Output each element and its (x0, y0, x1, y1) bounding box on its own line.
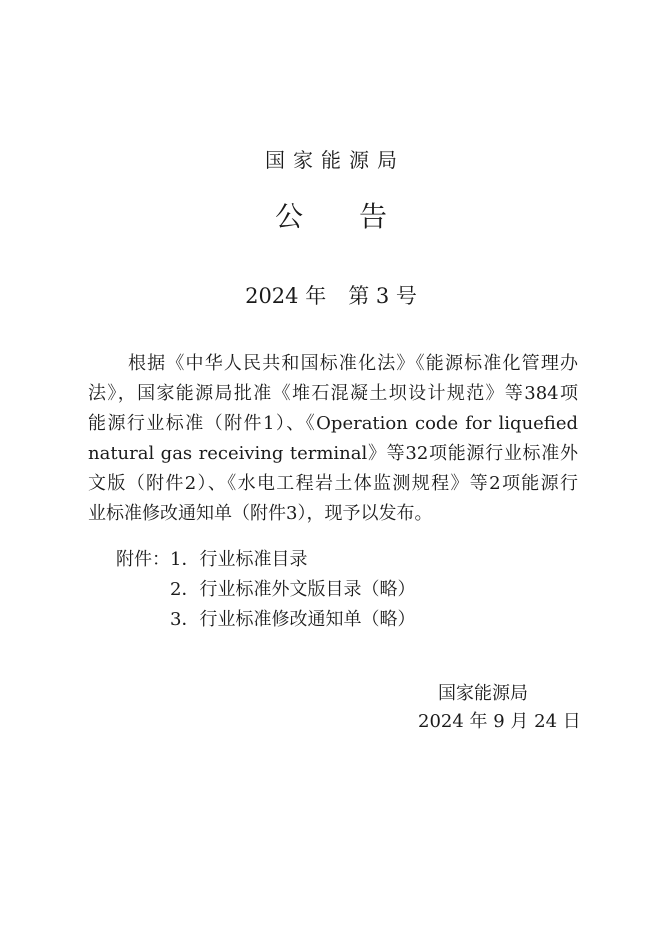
attachment-2: 2．行业标准外文版目录（略） (170, 579, 416, 600)
attachments-label: 附件： (116, 549, 170, 570)
attachments-list (116, 545, 415, 635)
body-line-3: 能源行业标准（附件1）、《Operation code for liquefied (88, 413, 578, 434)
issuing-agency-heading: 国家能源局 (265, 148, 405, 172)
attachment-item (116, 545, 415, 575)
body-line-4: natural gas receiving terminal》等32项能源行业标准外 (88, 443, 578, 464)
body-line-1: 根据《中华人民共和国标准化法》《能源标准化管理办 (128, 353, 578, 374)
announcement-title (0, 198, 662, 236)
signature-issuer: 国家能源局 (438, 683, 528, 704)
doc-year: 2024 年 (245, 284, 327, 308)
title-char-2: 告 (359, 200, 388, 233)
body-line-6: 业标准修改通知单（附件3），现予以发布。 (88, 503, 433, 524)
announcement-body (88, 349, 578, 529)
attachment-item (116, 575, 415, 605)
body-line-2: 法》，国家能源局批准《堆石混凝土坝设计规范》等384项 (88, 383, 578, 404)
signature-block (418, 680, 581, 736)
document-number (0, 282, 662, 310)
attachment-3: 3．行业标准修改通知单（略） (170, 609, 416, 630)
attachment-1: 1．行业标准目录 (170, 549, 308, 570)
doc-issue-number: 第 3 号 (348, 284, 417, 308)
body-line-5: 文版（附件2）、《水电工程岩土体监测规程》等2项能源行 (88, 473, 578, 494)
signature-date: 2024 年 9 月 24 日 (418, 711, 581, 732)
attachment-item (116, 605, 415, 635)
title-char-1: 公 (274, 200, 303, 233)
